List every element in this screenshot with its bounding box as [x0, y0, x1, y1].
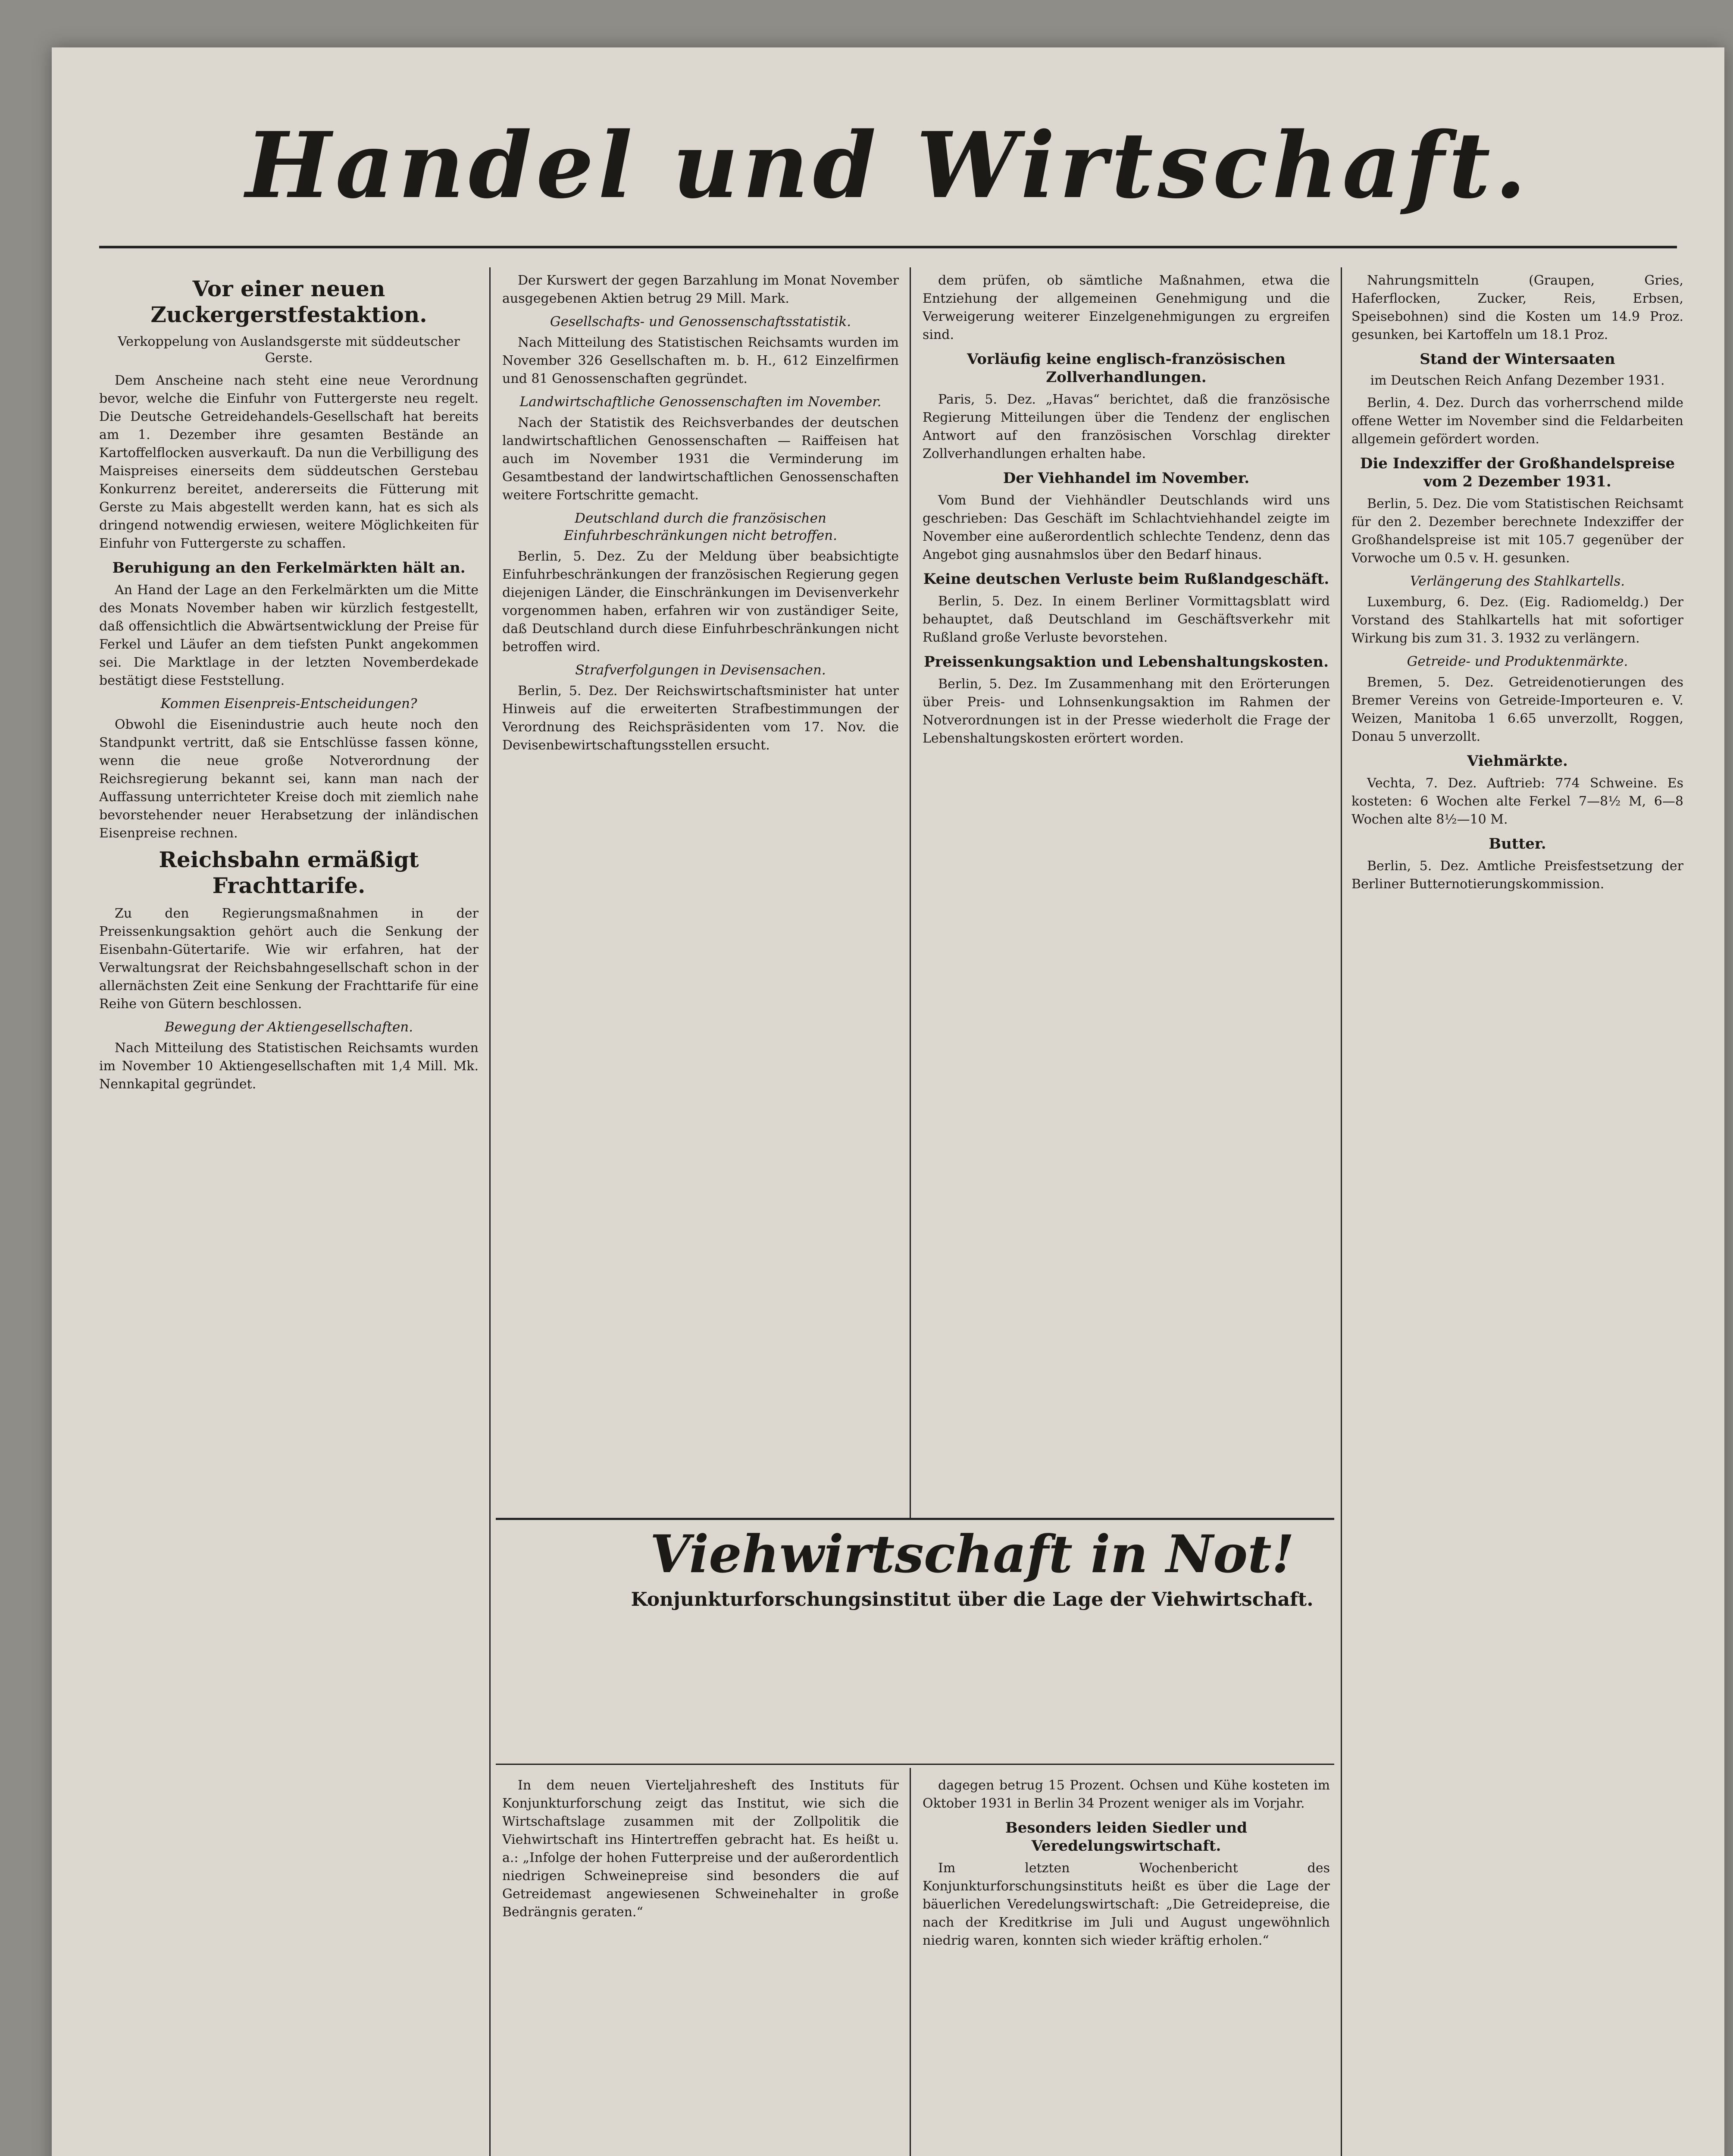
article-text: dem prüfen, ob sämtliche Maßnahmen, etwa die Entziehung der allgemeinen Genehmigung und die Verweigerung weiterer Einzelgenehmigungen zu ergreifen sind. [923, 273, 1330, 342]
article-headline: Keine deutschen Verluste beim Rußlandgeschäft. [923, 570, 1329, 588]
article-headline: Reichsbahn ermäßigt Frachttarife. [159, 847, 419, 898]
article-text: An Hand der Lage an den Ferkelmärkten um die Mitte des Monats November haben wir kürzlich festgestellt, daß offensichtlich die Abwärtsentwicklung der Preise für Ferkel und Läufer an dem tiefsten Punkt angekommen sei. Die Marktlage in der letzten Novemberdekade bestätigt diese Feststellung. [99, 583, 479, 688]
article-text: Berlin, 5. Dez. Im Zusammenhang mit den Erörterungen über Preis- und Lohnsenkungsaktion im Rahmen der Notverordnungen ist in der Presse wiederholt die Frage der Lebenshaltungskosten erörtert worden. [923, 677, 1330, 746]
article-text: Luxemburg, 6. Dez. (Eig. Radiomeldg.) Der Vorstand des Stahlkartells hat mit sofortiger Wirkung bis zum 31. 3. 1932 zu verlängern. [1351, 595, 1683, 646]
lower-column-2 [502, 1777, 899, 2156]
article-headline: Deutschland durch die französischen Einfuhrbeschränkungen nicht betroffen. [564, 511, 837, 543]
article-text: Der Kurswert der gegen Barzahlung im Monat November ausgegebenen Aktien betrug 29 Mill. Mark. [502, 273, 899, 306]
article-headline: Gesellschafts- und Genossenschaftsstatistik. [550, 314, 851, 329]
article-subhead: im Deutschen Reich Anfang Dezember 1931. [1370, 373, 1665, 388]
article-headline: Vor einer neuen Zuckergerstfestaktion. [150, 276, 427, 327]
article-headline: Vorläufig keine englisch-französischen Zollverhandlungen. [967, 351, 1286, 386]
article-text: Berlin, 4. Dez. Durch das vorherrschend milde offene Wetter im November sind die Feldarbeiten allgemein gefördert worden. [1351, 395, 1683, 447]
article-headline: Verlängerung des Stahlkartells. [1410, 573, 1625, 589]
article-text: Vechta, 7. Dez. Auftrieb: 774 Schweine. Es kosteten: 6 Wochen alte Ferkel 7—8½ M, 6—8 Wochen alte 8½—10 M. [1351, 776, 1683, 827]
article-headline: Preissenkungsaktion und Lebenshaltungskosten. [924, 653, 1329, 671]
banner-rule-top [496, 1518, 1334, 1520]
column-divider [1341, 267, 1342, 2156]
article-subhead: Verkoppelung von Auslandsgerste mit süddeutscher Gerste. [118, 334, 460, 366]
article-text: Im letzten Wochenbericht des Konjunkturforschungsinstituts heißt es über die Lage der bäuerlichen Veredelungswirtschaft: „Die Getreidepreise, die nach der Kreditkrise im Juli und August ungewöhnlich niedrig waren, konnten sich wieder kräftig erholen.“ [923, 1861, 1330, 1948]
article-headline: Der Viehhandel im November. [1003, 470, 1250, 487]
banner-title: Viehwirtschaft in Not! [650, 1524, 1295, 1585]
column-2 [502, 272, 899, 1509]
article-headline: Viehmärkte. [1467, 752, 1568, 770]
banner-deck: Konjunkturforschungsinstitut über die Lage der Viehwirtschaft. [631, 1589, 1314, 1611]
masthead: Handel und Wirtschaft. [245, 112, 1531, 219]
article-headline: Getreide- und Produktenmärkte. [1407, 654, 1628, 669]
column-divider [489, 267, 491, 2156]
article-text: Bremen, 5. Dez. Getreidenotierungen des Bremer Vereins von Getreide-Importeuren e. V. Weizen, Manitoba 1 6.65 unverzollt, Roggen, Donau 5 unverzollt. [1351, 675, 1683, 744]
column-divider [910, 267, 911, 1518]
masthead-rule [99, 246, 1677, 248]
article-text: Dem Anscheine nach steht eine neue Verordnung bevor, welche die Einfuhr von Futtergerste neu regelt. Die Deutsche Getreidehandels-Gesellschaft hat bereits am 1. Dezember ihre gesamten Bestände an Kartoffelflocken ausverkauft. Da nun die Verbilligung des Maispreises einerseits dem süddeutschen Gerstebau Konkurrenz bereitet, andererseits die Fütterung mit Gerste zu Mais abgestellt werden kann, hat es sich als dringend notwendig erwiesen, weitere Möglichkeiten für Einfuhr von Futtergerste zu schaffen. [99, 373, 479, 551]
column-4 [1351, 272, 1683, 2156]
article-text: In dem neuen Vierteljahresheft des Instituts für Konjunkturforschung zeigt das Institut, wie sich die Wirtschaftslage zusammen mit der Zollpolitik die Viehwirtschaft ins Hintertreffen gebracht hat. Es heißt u. a.: „Infolge der hohen Futterpreise und der außerordentlich niedrigen Schweinepreise sind besonders die auf Getreidemast angewiesenen Schweinehalter in große Bedrängnis geraten.“ [502, 1778, 899, 1920]
column-3 [923, 272, 1330, 1509]
feature-banner [595, 1522, 1349, 1626]
article-text: Zu den Regierungsmaßnahmen in der Preissenkungsaktion gehört auch die Senkung der Eisenbahn-Gütertarife. Wie wir erfahren, hat der Verwaltungsrat der Reichsbahngesellschaft schon in der allernächsten Zeit eine Senkung der Frachttarife für eine Reihe von Gütern beschlossen. [99, 906, 479, 1012]
article-text: Nach Mitteilung des Statistischen Reichsamts wurden im November 10 Aktiengesellschaften mit 1,4 Mill. Mk. Nennkapital gegründet. [99, 1040, 479, 1092]
article-headline: Bewegung der Aktiengesellschaften. [164, 1019, 413, 1035]
article-headline: Strafverfolgungen in Devisensachen. [575, 662, 826, 678]
article-text: Vom Bund der Viehhändler Deutschlands wird uns geschrieben: Das Geschäft im Schlachtviehhandel zeigte im November eine außerordentlich schlechte Tendenz, denn das Angebot ging ausnahmslos über den Bedarf hinaus. [923, 493, 1330, 562]
article-text: Berlin, 5. Dez. Die vom Statistischen Reichsamt für den 2. Dezember berechnete Indexziffer der Großhandelspreise ist mit 105.7 gegenüber der Vorwoche um 0.5 v. H. gesunken. [1351, 496, 1683, 566]
banner-rule-bottom [496, 1764, 1334, 1765]
article-text: Nach der Statistik des Reichsverbandes der deutschen landwirtschaftlichen Genossenschaften — Raiffeisen hat auch im November 1931 die Verminderung im Gesamtbestand der landwirtschaftlichen Genossenschaften weitere Fortschritte gemacht. [502, 415, 899, 503]
article-headline: Stand der Wintersaaten [1420, 351, 1615, 368]
article-text: Nahrungsmitteln (Graupen, Gries, Haferflocken, Zucker, Reis, Erbsen, Speisebohnen) sind die Kosten um 14.9 Proz. gesunken, bei Kartoffeln um 18.1 Proz. [1351, 273, 1683, 342]
article-headline: Die Indexziffer der Großhandelspreise vom 2 Dezember 1931. [1360, 455, 1675, 490]
newspaper-page [52, 47, 1724, 2156]
lower-column-3 [923, 1777, 1330, 2156]
article-headline: Besonders leiden Siedler und Veredelungswirtschaft. [1005, 1819, 1248, 1855]
article-text: Obwohl die Eisenindustrie auch heute noch den Standpunkt vertritt, daß sie Entschlüsse fassen könne, wenn die neue große Notverordnung der Reichsregierung bekannt sei, kann man nach der Auffassung unterrichteter Kreise doch mit ziemlich nahe bevorstehender neuer Herabsetzung der inländischen Eisenpreise rechnen. [99, 717, 479, 841]
article-text: Berlin, 5. Dez. In einem Berliner Vormittagsblatt wird behauptet, daß Deutschland im Geschäftsverkehr mit Rußland große Verluste bevorstehen. [923, 594, 1330, 645]
article-text: Paris, 5. Dez. „Havas“ berichtet, daß die französische Regierung Mitteilungen über die Tendenz der englischen Antwort auf den französischen Vorschlag direkter Zollverhandlungen erhalten habe. [923, 392, 1330, 461]
article-text: Nach Mitteilung des Statistischen Reichsamts wurden im November 326 Gesellschaften m. b. H., 612 Einzelfirmen und 81 Genossenschaften gegründet. [502, 335, 899, 386]
article-text: Berlin, 5. Dez. Zu der Meldung über beabsichtigte Einfuhrbeschränkungen der französischen Regierung gegen diejenigen Länder, die Einschränkungen im Devisenverkehr vorgenommen haben, erfahren wir von zuständiger Seite, daß Deutschland durch diese Einfuhrbeschränkungen nicht betroffen wird. [502, 549, 899, 655]
article-headline: Butter. [1489, 835, 1546, 852]
article-headline: Landwirtschaftliche Genossenschaften im November. [519, 394, 882, 410]
article-text: Berlin, 5. Dez. Der Reichswirtschaftsminister hat unter Hinweis auf die erweiterten Strafbestimmungen der Verordnung des Reichspräsidenten vom 17. Nov. die Devisenbewirtschaftungsstellen ersucht. [502, 683, 899, 753]
article-headline: Kommen Eisenpreis-Entscheidungen? [160, 696, 417, 711]
column-divider [910, 1768, 911, 2156]
column-1 [99, 272, 479, 2156]
article-headline: Beruhigung an den Ferkelmärkten hält an. [112, 559, 466, 577]
article-text: Berlin, 5. Dez. Amtliche Preisfestsetzung der Berliner Butternotierungskommission. [1351, 859, 1683, 892]
article-text: dagegen betrug 15 Prozent. Ochsen und Kühe kosteten im Oktober 1931 in Berlin 34 Prozent weniger als im Vorjahr. [923, 1778, 1330, 1811]
